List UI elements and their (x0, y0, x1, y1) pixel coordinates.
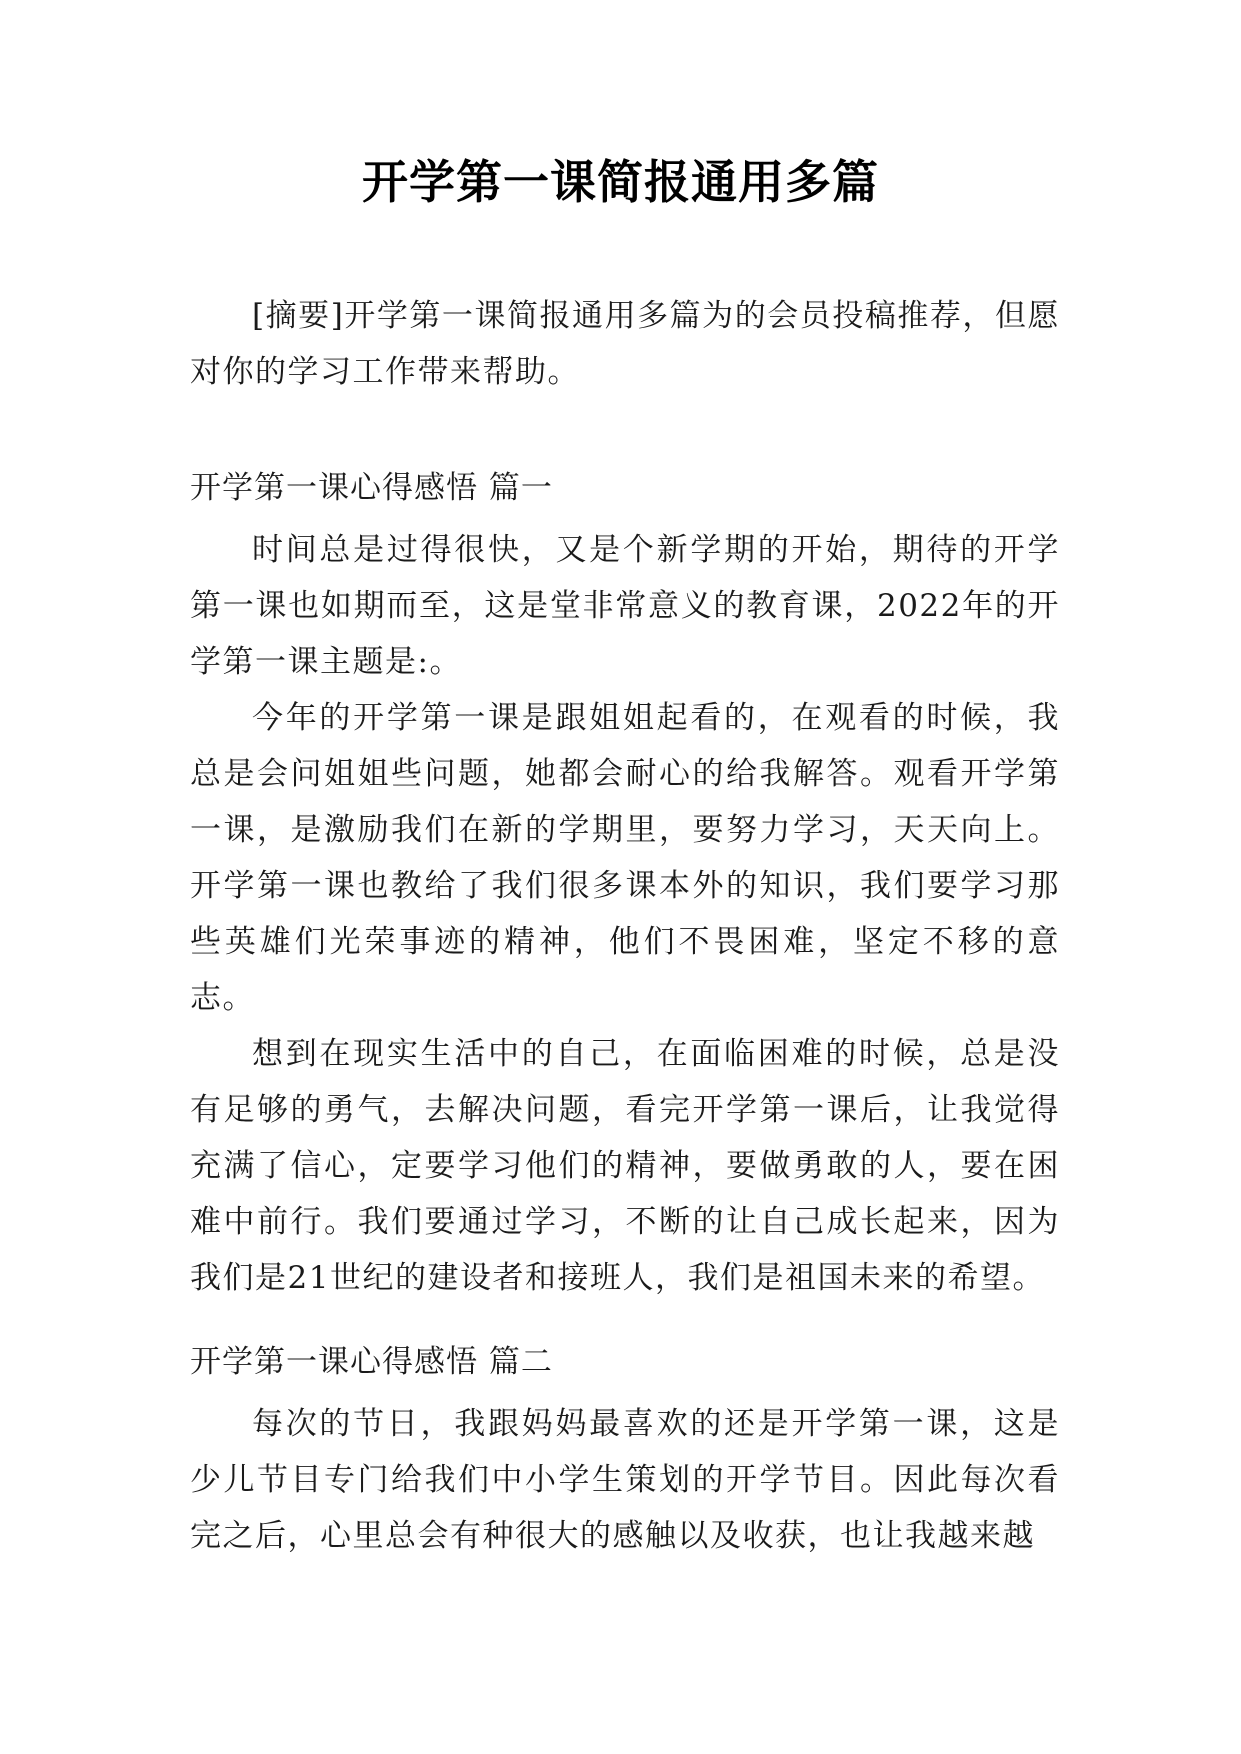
section-2-body (190, 1396, 1060, 1564)
section-heading-2: 开学第一课心得感悟 篇二 (190, 1344, 553, 1380)
section-2-paragraph-1: 每次的节日，我跟妈妈最喜欢的还是开学第一课，这是少儿节目专门给我们中小学生策划的开学节目。因此每次看完之后，心里总会有种很大的感触以及收获，也让我越来越 (190, 1406, 1060, 1554)
section-1-body (190, 522, 1060, 1306)
section-1-paragraph-3: 想到在现实生活中的自己，在面临困难的时候，总是没有足够的勇气，去解决问题，看完开学第一课后，让我觉得充满了信心，定要学习他们的精神，要做勇敢的人，要在困难中前行。我们要通过学习，不断的让自己成长起来，因为我们是21世纪的建设者和接班人，我们是祖国未来的希望。 (190, 1036, 1060, 1296)
section-1-paragraph-2: 今年的开学第一课是跟姐姐起看的，在观看的时候，我总是会问姐姐些问题，她都会耐心的给我解答。观看开学第一课，是激励我们在新的学期里，要努力学习，天天向上。开学第一课也教给了我们很多课本外的知识，我们要学习那些英雄们光荣事迹的精神，他们不畏困难，坚定不移的意志。 (190, 700, 1060, 1016)
summary-block (190, 288, 1060, 400)
section-heading-1: 开学第一课心得感悟 篇一 (190, 470, 553, 506)
section-1-paragraph-1: 时间总是过得很快，又是个新学期的开始，期待的开学第一课也如期而至，这是堂非常意义的教育课，2022年的开学第一课主题是:。 (190, 532, 1060, 680)
summary-paragraph: [摘要]开学第一课简报通用多篇为的会员投稿推荐，但愿对你的学习工作带来帮助。 (190, 298, 1060, 390)
document-title: 开学第一课简报通用多篇 (362, 155, 879, 209)
